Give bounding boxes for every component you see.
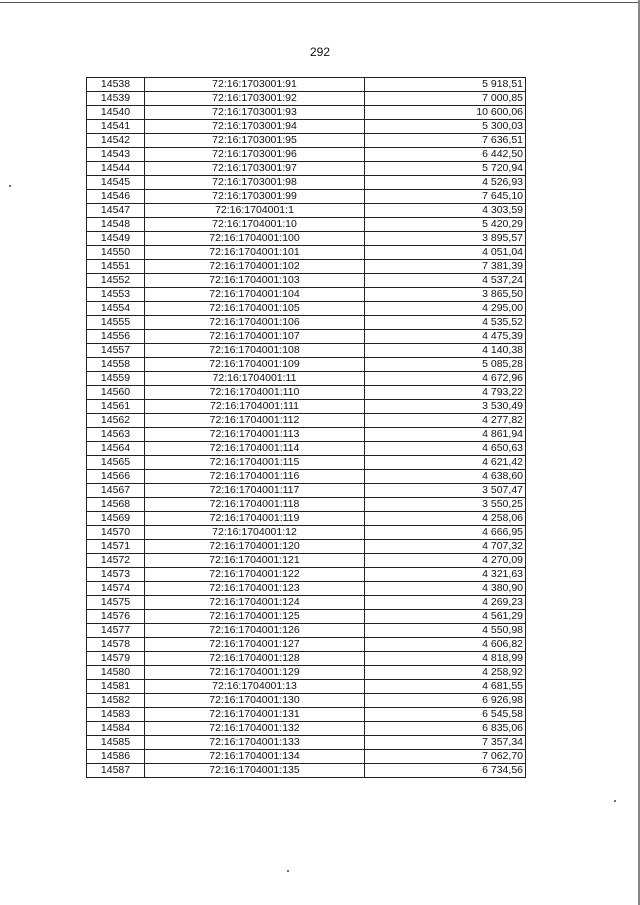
value-cell: 4 561,29 xyxy=(365,610,526,624)
value-cell: 7 381,39 xyxy=(365,260,526,274)
value-cell: 6 545,58 xyxy=(365,708,526,722)
row-number-cell: 14582 xyxy=(87,694,145,708)
row-number-cell: 14562 xyxy=(87,414,145,428)
cadastral-number-cell: 72:16:1703001:98 xyxy=(145,176,365,190)
row-number-cell: 14575 xyxy=(87,596,145,610)
table-row xyxy=(87,442,526,456)
cadastral-number-cell: 72:16:1704001:130 xyxy=(145,694,365,708)
table-row xyxy=(87,288,526,302)
value-cell: 5 720,94 xyxy=(365,162,526,176)
value-cell: 5 420,29 xyxy=(365,218,526,232)
value-cell: 4 269,23 xyxy=(365,596,526,610)
table-row xyxy=(87,260,526,274)
row-number-cell: 14558 xyxy=(87,358,145,372)
row-number-cell: 14585 xyxy=(87,736,145,750)
table-row xyxy=(87,428,526,442)
table-row xyxy=(87,106,526,120)
cadastral-number-cell: 72:16:1704001:126 xyxy=(145,624,365,638)
cadastral-number-cell: 72:16:1704001:127 xyxy=(145,638,365,652)
value-cell: 5 918,51 xyxy=(365,78,526,92)
table-row xyxy=(87,246,526,260)
table-row xyxy=(87,302,526,316)
table-row xyxy=(87,358,526,372)
value-cell: 3 895,57 xyxy=(365,232,526,246)
table-body xyxy=(87,78,526,778)
table-row xyxy=(87,638,526,652)
value-cell: 4 321,63 xyxy=(365,568,526,582)
cadastral-number-cell: 72:16:1704001:112 xyxy=(145,414,365,428)
cadastral-number-cell: 72:16:1704001:131 xyxy=(145,708,365,722)
cadastral-number-cell: 72:16:1703001:92 xyxy=(145,92,365,106)
row-number-cell: 14540 xyxy=(87,106,145,120)
cadastral-number-cell: 72:16:1704001:133 xyxy=(145,736,365,750)
value-cell: 4 638,60 xyxy=(365,470,526,484)
cadastral-number-cell: 72:16:1704001:100 xyxy=(145,232,365,246)
cadastral-number-cell: 72:16:1704001:114 xyxy=(145,442,365,456)
table-row xyxy=(87,316,526,330)
row-number-cell: 14538 xyxy=(87,78,145,92)
value-cell: 4 793,22 xyxy=(365,386,526,400)
table-row xyxy=(87,92,526,106)
table-row xyxy=(87,148,526,162)
row-number-cell: 14552 xyxy=(87,274,145,288)
row-number-cell: 14544 xyxy=(87,162,145,176)
row-number-cell: 14581 xyxy=(87,680,145,694)
table-row xyxy=(87,554,526,568)
table-row xyxy=(87,400,526,414)
cadastral-number-cell: 72:16:1704001:113 xyxy=(145,428,365,442)
cadastral-number-cell: 72:16:1704001:118 xyxy=(145,498,365,512)
page-number: 292 xyxy=(309,45,331,59)
table-row xyxy=(87,596,526,610)
value-cell: 4 295,00 xyxy=(365,302,526,316)
cadastral-number-cell: 72:16:1704001:13 xyxy=(145,680,365,694)
cadastral-number-cell: 72:16:1704001:116 xyxy=(145,470,365,484)
table-row xyxy=(87,764,526,778)
cadastral-number-cell: 72:16:1704001:103 xyxy=(145,274,365,288)
value-cell: 10 600,06 xyxy=(365,106,526,120)
table-row xyxy=(87,78,526,92)
row-number-cell: 14547 xyxy=(87,204,145,218)
value-cell: 3 550,25 xyxy=(365,498,526,512)
row-number-cell: 14577 xyxy=(87,624,145,638)
cadastral-number-cell: 72:16:1704001:106 xyxy=(145,316,365,330)
cadastral-number-cell: 72:16:1703001:95 xyxy=(145,134,365,148)
cadastral-number-cell: 72:16:1704001:10 xyxy=(145,218,365,232)
cadastral-number-cell: 72:16:1703001:93 xyxy=(145,106,365,120)
cadastral-number-cell: 72:16:1704001:115 xyxy=(145,456,365,470)
table-row xyxy=(87,666,526,680)
value-cell: 7 000,85 xyxy=(365,92,526,106)
row-number-cell: 14551 xyxy=(87,260,145,274)
cadastral-number-cell: 72:16:1704001:11 xyxy=(145,372,365,386)
cadastral-number-cell: 72:16:1704001:108 xyxy=(145,344,365,358)
value-cell: 4 051,04 xyxy=(365,246,526,260)
row-number-cell: 14569 xyxy=(87,512,145,526)
table-row xyxy=(87,204,526,218)
row-number-cell: 14579 xyxy=(87,652,145,666)
table-row xyxy=(87,344,526,358)
table-row xyxy=(87,694,526,708)
value-cell: 4 666,95 xyxy=(365,526,526,540)
value-cell: 7 357,34 xyxy=(365,736,526,750)
table-row xyxy=(87,190,526,204)
cadastral-number-cell: 72:16:1704001:121 xyxy=(145,554,365,568)
table-row xyxy=(87,722,526,736)
table-row xyxy=(87,708,526,722)
row-number-cell: 14565 xyxy=(87,456,145,470)
row-number-cell: 14560 xyxy=(87,386,145,400)
value-cell: 4 537,24 xyxy=(365,274,526,288)
table-row xyxy=(87,526,526,540)
cadastral-number-cell: 72:16:1703001:96 xyxy=(145,148,365,162)
row-number-cell: 14580 xyxy=(87,666,145,680)
table-row xyxy=(87,134,526,148)
cadastral-number-cell: 72:16:1704001:128 xyxy=(145,652,365,666)
row-number-cell: 14550 xyxy=(87,246,145,260)
value-cell: 4 380,90 xyxy=(365,582,526,596)
row-number-cell: 14556 xyxy=(87,330,145,344)
table-row xyxy=(87,736,526,750)
value-cell: 6 835,06 xyxy=(365,722,526,736)
row-number-cell: 14564 xyxy=(87,442,145,456)
cadastral-number-cell: 72:16:1704001:110 xyxy=(145,386,365,400)
cadastral-number-cell: 72:16:1704001:101 xyxy=(145,246,365,260)
row-number-cell: 14543 xyxy=(87,148,145,162)
cadastral-number-cell: 72:16:1704001:122 xyxy=(145,568,365,582)
cadastral-number-cell: 72:16:1704001:104 xyxy=(145,288,365,302)
cadastral-number-cell: 72:16:1704001:124 xyxy=(145,596,365,610)
scan-top-edge xyxy=(0,2,640,3)
value-cell: 3 530,49 xyxy=(365,400,526,414)
value-cell: 4 681,55 xyxy=(365,680,526,694)
value-cell: 4 707,32 xyxy=(365,540,526,554)
row-number-cell: 14549 xyxy=(87,232,145,246)
value-cell: 4 140,38 xyxy=(365,344,526,358)
table-row xyxy=(87,470,526,484)
cadastral-number-cell: 72:16:1704001:125 xyxy=(145,610,365,624)
row-number-cell: 14539 xyxy=(87,92,145,106)
table-row xyxy=(87,176,526,190)
value-cell: 6 926,98 xyxy=(365,694,526,708)
table-row xyxy=(87,414,526,428)
table-row xyxy=(87,232,526,246)
cadastral-number-cell: 72:16:1703001:97 xyxy=(145,162,365,176)
table-row xyxy=(87,456,526,470)
row-number-cell: 14561 xyxy=(87,400,145,414)
value-cell: 4 526,93 xyxy=(365,176,526,190)
value-cell: 4 303,59 xyxy=(365,204,526,218)
row-number-cell: 14571 xyxy=(87,540,145,554)
cadastral-number-cell: 72:16:1704001:129 xyxy=(145,666,365,680)
table-row xyxy=(87,652,526,666)
scan-speck xyxy=(287,870,289,872)
table-row xyxy=(87,120,526,134)
cadastral-number-cell: 72:16:1704001:123 xyxy=(145,582,365,596)
value-cell: 7 062,70 xyxy=(365,750,526,764)
table-row xyxy=(87,680,526,694)
value-cell: 3 507,47 xyxy=(365,484,526,498)
cadastral-number-cell: 72:16:1704001:105 xyxy=(145,302,365,316)
value-cell: 4 258,06 xyxy=(365,512,526,526)
row-number-cell: 14553 xyxy=(87,288,145,302)
row-number-cell: 14574 xyxy=(87,582,145,596)
cadastral-number-cell: 72:16:1704001:135 xyxy=(145,764,365,778)
row-number-cell: 14542 xyxy=(87,134,145,148)
table-row xyxy=(87,218,526,232)
row-number-cell: 14545 xyxy=(87,176,145,190)
row-number-cell: 14568 xyxy=(87,498,145,512)
table-row xyxy=(87,750,526,764)
value-cell: 4 270,09 xyxy=(365,554,526,568)
table-row xyxy=(87,484,526,498)
cadastral-number-cell: 72:16:1704001:117 xyxy=(145,484,365,498)
row-number-cell: 14573 xyxy=(87,568,145,582)
row-number-cell: 14584 xyxy=(87,722,145,736)
value-cell: 3 865,50 xyxy=(365,288,526,302)
value-cell: 4 650,63 xyxy=(365,442,526,456)
value-cell: 5 300,03 xyxy=(365,120,526,134)
value-cell: 4 861,94 xyxy=(365,428,526,442)
cadastral-number-cell: 72:16:1704001:12 xyxy=(145,526,365,540)
row-number-cell: 14555 xyxy=(87,316,145,330)
row-number-cell: 14548 xyxy=(87,218,145,232)
value-cell: 4 550,98 xyxy=(365,624,526,638)
cadastral-number-cell: 72:16:1704001:107 xyxy=(145,330,365,344)
row-number-cell: 14567 xyxy=(87,484,145,498)
cadastral-number-cell: 72:16:1704001:1 xyxy=(145,204,365,218)
value-cell: 4 535,52 xyxy=(365,316,526,330)
table-row xyxy=(87,610,526,624)
value-cell: 4 258,92 xyxy=(365,666,526,680)
table-row xyxy=(87,274,526,288)
table-row xyxy=(87,624,526,638)
row-number-cell: 14559 xyxy=(87,372,145,386)
row-number-cell: 14563 xyxy=(87,428,145,442)
row-number-cell: 14586 xyxy=(87,750,145,764)
value-cell: 4 475,39 xyxy=(365,330,526,344)
cadastral-number-cell: 72:16:1704001:132 xyxy=(145,722,365,736)
scan-speck xyxy=(9,185,11,187)
row-number-cell: 14578 xyxy=(87,638,145,652)
registry-table xyxy=(86,77,526,778)
row-number-cell: 14576 xyxy=(87,610,145,624)
table-row xyxy=(87,330,526,344)
value-cell: 6 734,56 xyxy=(365,764,526,778)
value-cell: 4 818,99 xyxy=(365,652,526,666)
table-row xyxy=(87,372,526,386)
row-number-cell: 14583 xyxy=(87,708,145,722)
value-cell: 5 085,28 xyxy=(365,358,526,372)
cadastral-number-cell: 72:16:1704001:109 xyxy=(145,358,365,372)
table-row xyxy=(87,498,526,512)
table-row xyxy=(87,386,526,400)
table-row xyxy=(87,512,526,526)
value-cell: 4 672,96 xyxy=(365,372,526,386)
row-number-cell: 14587 xyxy=(87,764,145,778)
value-cell: 4 606,82 xyxy=(365,638,526,652)
value-cell: 6 442,50 xyxy=(365,148,526,162)
cadastral-number-cell: 72:16:1703001:94 xyxy=(145,120,365,134)
cadastral-number-cell: 72:16:1703001:91 xyxy=(145,78,365,92)
row-number-cell: 14572 xyxy=(87,554,145,568)
value-cell: 4 621,42 xyxy=(365,456,526,470)
value-cell: 4 277,82 xyxy=(365,414,526,428)
value-cell: 7 645,10 xyxy=(365,190,526,204)
row-number-cell: 14554 xyxy=(87,302,145,316)
value-cell: 7 636,51 xyxy=(365,134,526,148)
cadastral-number-cell: 72:16:1704001:119 xyxy=(145,512,365,526)
row-number-cell: 14541 xyxy=(87,120,145,134)
scan-speck xyxy=(614,800,616,802)
row-number-cell: 14570 xyxy=(87,526,145,540)
table-row xyxy=(87,582,526,596)
cadastral-number-cell: 72:16:1704001:134 xyxy=(145,750,365,764)
cadastral-number-cell: 72:16:1704001:111 xyxy=(145,400,365,414)
cadastral-number-cell: 72:16:1703001:99 xyxy=(145,190,365,204)
cadastral-number-cell: 72:16:1704001:120 xyxy=(145,540,365,554)
row-number-cell: 14557 xyxy=(87,344,145,358)
cadastral-number-cell: 72:16:1704001:102 xyxy=(145,260,365,274)
table-row xyxy=(87,568,526,582)
row-number-cell: 14566 xyxy=(87,470,145,484)
table-row xyxy=(87,540,526,554)
row-number-cell: 14546 xyxy=(87,190,145,204)
table-row xyxy=(87,162,526,176)
